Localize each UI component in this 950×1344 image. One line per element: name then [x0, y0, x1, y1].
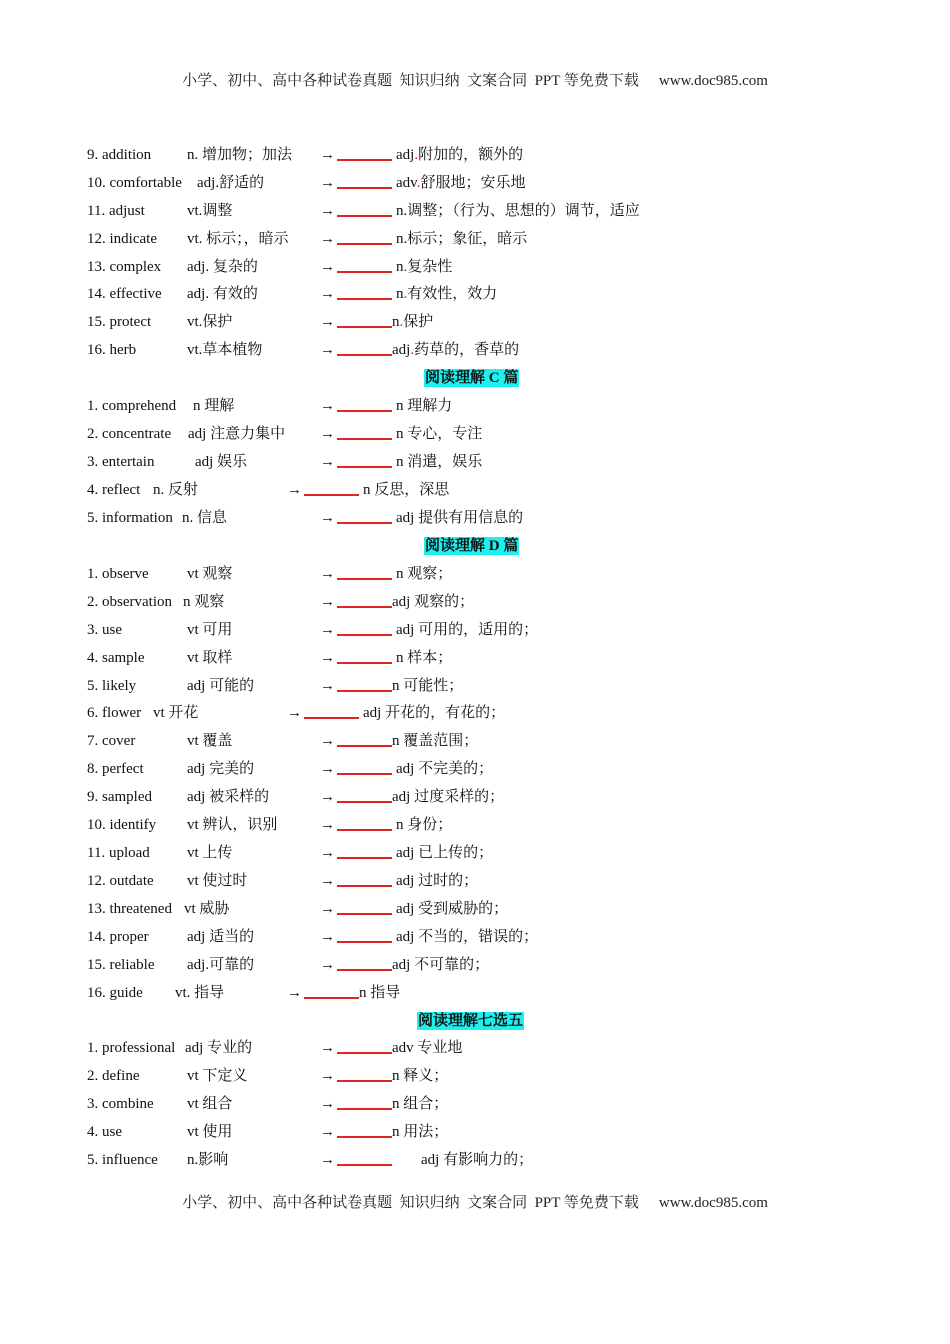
answer-blank[interactable]: [337, 606, 392, 608]
target: adv 专业地: [392, 1040, 463, 1056]
arrow: →: [320, 622, 335, 638]
word: 10. comfortable: [87, 175, 182, 191]
meaning: vt. 指导: [175, 985, 225, 1001]
target: n 组合；: [392, 1096, 449, 1112]
meaning: n. 信息: [182, 510, 228, 526]
meaning: vt 使过时: [187, 873, 248, 889]
answer-blank[interactable]: [337, 215, 392, 217]
target: adj 过度采样的；: [392, 789, 505, 805]
meaning: vt 下定义: [187, 1068, 248, 1084]
meaning: vt 威胁: [184, 901, 230, 917]
arrow: →: [320, 1152, 335, 1168]
footer-site: www.doc985.com: [658, 1195, 768, 1211]
header-text: 小学、初中、高中各种试卷真题 知识归纳 文案合同 PPT 等免费下载: [182, 73, 639, 89]
word: 1. comprehend: [87, 398, 177, 414]
meaning: vt 组合: [187, 1096, 233, 1112]
answer-blank[interactable]: [304, 997, 359, 999]
arrow: →: [320, 231, 335, 247]
target: adj 不可靠的；: [392, 957, 490, 973]
answer-blank[interactable]: [337, 243, 392, 245]
target: n 用法；: [392, 1124, 449, 1140]
meaning: adj. 有效的: [187, 286, 258, 302]
answer-blank[interactable]: [337, 913, 392, 915]
answer-blank[interactable]: [337, 354, 392, 356]
target: n 身份；: [396, 817, 453, 833]
meaning: n 观察: [183, 594, 225, 610]
page-footer: [0, 1191, 950, 1212]
arrow: →: [320, 678, 335, 694]
word: 5. information: [87, 510, 173, 526]
word: 14. effective: [87, 286, 162, 302]
target: adj.药草的，香草的: [392, 342, 520, 358]
word: 9. addition: [87, 147, 152, 163]
target: n 可能性；: [392, 678, 464, 694]
meaning: adj 完美的: [187, 761, 255, 777]
meaning: adj 专业的: [185, 1040, 253, 1056]
meaning: vt. 标示；，暗示: [187, 231, 289, 247]
meaning: adj 可能的: [187, 678, 255, 694]
word: 6. flower: [87, 705, 142, 721]
target: n.标示；象征，暗示: [396, 231, 528, 247]
arrow: →: [320, 286, 335, 302]
target: n.保护: [392, 314, 434, 330]
arrow: →: [320, 901, 335, 917]
answer-blank[interactable]: [337, 634, 392, 636]
meaning: n 理解: [193, 398, 235, 414]
header-site: www.doc985.com: [658, 73, 768, 89]
answer-blank[interactable]: [337, 1052, 392, 1054]
word: 3. entertain: [87, 454, 155, 470]
target: n 样本；: [396, 650, 453, 666]
arrow: →: [320, 1096, 335, 1112]
word: 7. cover: [87, 733, 136, 749]
word: 2. define: [87, 1068, 140, 1084]
answer-blank[interactable]: [337, 941, 392, 943]
word: 4. reflect: [87, 482, 141, 498]
arrow: →: [320, 426, 335, 442]
footer-text: 小学、初中、高中各种试卷真题 知识归纳 文案合同 PPT 等免费下载: [182, 1195, 639, 1211]
meaning: vt 辨认，识别: [187, 817, 278, 833]
meaning: adj. 复杂的: [187, 259, 258, 275]
target: adj 提供有用信息的: [396, 510, 524, 526]
answer-blank[interactable]: [337, 969, 392, 971]
target: n.有效性，效力: [396, 286, 498, 302]
meaning: vt 观察: [187, 566, 233, 582]
word: 16. herb: [87, 342, 137, 358]
answer-blank[interactable]: [337, 885, 392, 887]
meaning: vt 上传: [187, 845, 233, 861]
answer-blank[interactable]: [337, 745, 392, 747]
word: 5. influence: [87, 1152, 158, 1168]
section-heading-c: 阅读理解 C 篇: [425, 370, 519, 386]
word: 5. likely: [87, 678, 137, 694]
word: 4. use: [87, 1124, 122, 1140]
answer-blank[interactable]: [337, 298, 392, 300]
answer-blank[interactable]: [304, 717, 359, 719]
meaning: n.影响: [187, 1152, 229, 1168]
target: n 观察；: [396, 566, 453, 582]
target: adj 过时的；: [396, 873, 479, 889]
answer-blank[interactable]: [337, 773, 392, 775]
arrow: →: [320, 1124, 335, 1140]
meaning: n. 反射: [153, 482, 199, 498]
arrow: →: [320, 566, 335, 582]
answer-blank[interactable]: [337, 410, 392, 412]
arrow: →: [287, 705, 302, 721]
answer-blank[interactable]: [304, 494, 359, 496]
meaning: adj 注意力集中: [188, 426, 286, 442]
arrow: →: [320, 259, 335, 275]
target: n 释义；: [392, 1068, 449, 1084]
meaning: adj.可靠的: [187, 957, 255, 973]
target: adj 可用的，适用的；: [396, 622, 539, 638]
arrow: →: [287, 985, 302, 1001]
meaning: vt.调整: [187, 203, 233, 219]
meaning: adj 被采样的: [187, 789, 270, 805]
answer-blank[interactable]: [337, 578, 392, 580]
meaning: vt.保护: [187, 314, 233, 330]
meaning: vt 取样: [187, 650, 233, 666]
word: 12. indicate: [87, 231, 157, 247]
word: 10. identify: [87, 817, 157, 833]
target: n 反思，深思: [363, 482, 450, 498]
word: 3. use: [87, 622, 122, 638]
arrow: →: [320, 650, 335, 666]
answer-blank[interactable]: [337, 159, 392, 161]
word: 11. adjust: [87, 203, 145, 219]
answer-blank[interactable]: [337, 466, 392, 468]
word: 2. observation: [87, 594, 172, 610]
arrow: →: [320, 454, 335, 470]
answer-blank[interactable]: [337, 326, 392, 328]
meaning: vt 开花: [153, 705, 199, 721]
arrow: →: [320, 594, 335, 610]
arrow: →: [320, 314, 335, 330]
page-header: [0, 69, 950, 90]
word: 8. perfect: [87, 761, 144, 777]
target: n 覆盖范围；: [392, 733, 479, 749]
section-heading-seven-five: 阅读理解七选五: [418, 1013, 524, 1029]
meaning: vt.草本植物: [187, 342, 263, 358]
target: adj 有影响力的；: [421, 1152, 534, 1168]
arrow: →: [320, 147, 335, 163]
target: n.复杂性: [396, 259, 453, 275]
arrow: →: [320, 1040, 335, 1056]
answer-blank[interactable]: [337, 662, 392, 664]
word: 12. outdate: [87, 873, 154, 889]
target: adj 不当的，错误的；: [396, 929, 539, 945]
section-heading-d: 阅读理解 D 篇: [425, 538, 519, 554]
word: 15. reliable: [87, 957, 155, 973]
arrow: →: [320, 203, 335, 219]
word: 13. threatened: [87, 901, 172, 917]
word: 4. sample: [87, 650, 145, 666]
arrow: →: [320, 873, 335, 889]
arrow: →: [320, 398, 335, 414]
answer-blank[interactable]: [337, 187, 392, 189]
word: 15. protect: [87, 314, 152, 330]
arrow: →: [320, 342, 335, 358]
arrow: →: [320, 957, 335, 973]
target: n 指导: [359, 985, 401, 1001]
word: 2. concentrate: [87, 426, 172, 442]
target: adj.附加的，额外的: [396, 147, 524, 163]
meaning: adj.舒适的: [197, 175, 265, 191]
word: 14. proper: [87, 929, 149, 945]
answer-blank[interactable]: [337, 1136, 392, 1138]
arrow: →: [287, 482, 302, 498]
meaning: adj 娱乐: [195, 454, 248, 470]
answer-blank[interactable]: [337, 438, 392, 440]
target: adj 开花的，有花的；: [363, 705, 506, 721]
answer-blank[interactable]: [337, 522, 392, 524]
word: 16. guide: [87, 985, 143, 1001]
target: adv.舒服地；安乐地: [396, 175, 526, 191]
arrow: →: [320, 510, 335, 526]
word: 3. combine: [87, 1096, 154, 1112]
meaning: vt 可用: [187, 622, 233, 638]
arrow: →: [320, 761, 335, 777]
answer-blank[interactable]: [337, 1108, 392, 1110]
meaning: vt 使用: [187, 1124, 233, 1140]
answer-blank[interactable]: [337, 801, 392, 803]
meaning: adj 适当的: [187, 929, 255, 945]
target: n 专心，专注: [396, 426, 483, 442]
word: 13. complex: [87, 259, 162, 275]
target: n 消遣，娱乐: [396, 454, 483, 470]
answer-blank[interactable]: [337, 1080, 392, 1082]
word: 1. observe: [87, 566, 149, 582]
answer-blank[interactable]: [337, 857, 392, 859]
word: 11. upload: [87, 845, 150, 861]
target: adj 不完美的；: [396, 761, 494, 777]
arrow: →: [320, 817, 335, 833]
meaning: n. 增加物；加法: [187, 147, 293, 163]
answer-blank[interactable]: [337, 271, 392, 273]
target: n 理解力: [396, 398, 453, 414]
word: 9. sampled: [87, 789, 152, 805]
arrow: →: [320, 789, 335, 805]
target: n.调整；（行为、思想的）调节，适应: [396, 203, 640, 219]
target: adj 已上传的；: [396, 845, 494, 861]
word: 1. professional: [87, 1040, 176, 1056]
arrow: →: [320, 175, 335, 191]
answer-blank[interactable]: [337, 690, 392, 692]
arrow: →: [320, 1068, 335, 1084]
answer-blank[interactable]: [337, 1164, 392, 1166]
answer-blank[interactable]: [337, 829, 392, 831]
target: adj 受到威胁的；: [396, 901, 509, 917]
arrow: →: [320, 845, 335, 861]
arrow: →: [320, 733, 335, 749]
arrow: →: [320, 929, 335, 945]
target: adj 观察的；: [392, 594, 475, 610]
meaning: vt 覆盖: [187, 733, 233, 749]
